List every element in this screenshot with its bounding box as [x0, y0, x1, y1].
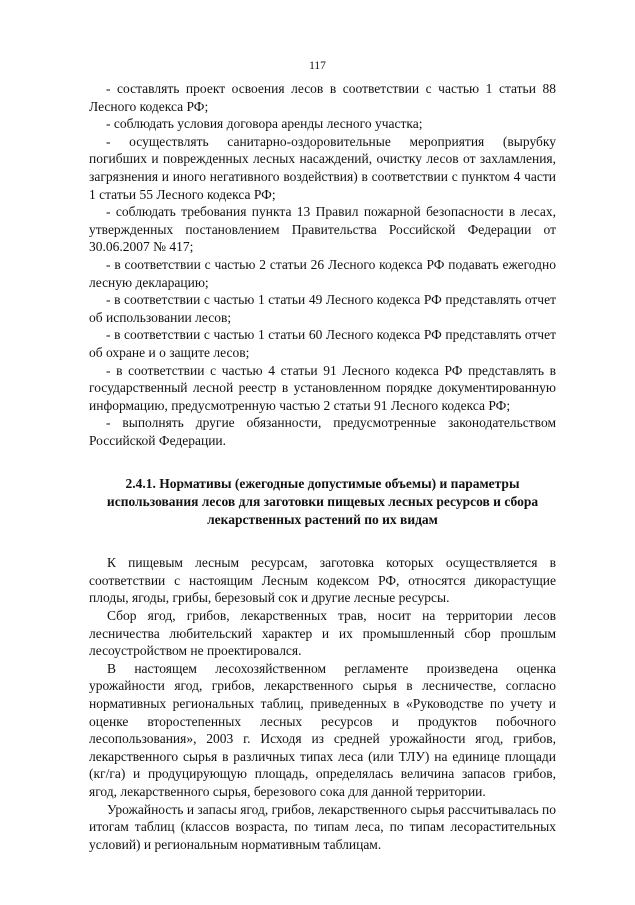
paragraph: Урожайность и запасы ягод, грибов, лекарственного сырья рассчитывалась по итогам таблиц (классов возраста, по типам леса, по типам лесорастительных условий) и региональным нормативным таблицам. [89, 801, 556, 852]
list-item: - в соответствии с частью 1 статьи 60 Лесного кодекса РФ представлять отчет об охране и о защите лесов; [89, 327, 556, 360]
list-item: - выполнять другие обязанности, предусмотренные законодательством Российской Федерации. [89, 415, 556, 448]
list-item: - в соответствии с частью 2 статьи 26 Лесного кодекса РФ подавать ежегодно лесную декларацию; [89, 256, 556, 290]
section-heading: 2.4.1. Нормативы (ежегодные допустимые объемы) и параметры использования лесов для заготовки пищевых лесных ресурсов и сбора лекарственных растений по их видам [106, 476, 539, 527]
obligations-list [89, 80, 556, 449]
list-item: - осуществлять санитарно-оздоровительные мероприятия (вырубку погибших и поврежденных лесных насаждений, очистку лесов от захламления, загрязнения и иного негативного воздействия) в соответствии с пунктом 4 части 1 статьи 55 Лесного кодекса РФ; [89, 133, 556, 202]
document-body [89, 80, 556, 853]
paragraph: В настоящем лесохозяйственном регламенте произведена оценка урожайности ягод, грибов, лекарственного сырья в лесничестве, согласно нормативных региональных таблиц, приведенных в «Руководстве по учету и оценке второстепенных лесных ресурсов и продуктов побочного лесопользования», 2003 г. Исходя из средней урожайности ягод, грибов, лекарственного сырья в различных типах леса (или ТЛУ) на единице площади (кг/га) и продуцирующую площадь, определялась величина запасов грибов, ягод, лекарственного сырья, березового сока для данной территории. [89, 660, 556, 799]
list-item: - соблюдать требования пункта 13 Правил пожарной безопасности в лесах, утвержденных постановлением Правительства Российской Федерации от 30.06.2007 № 417; [89, 204, 556, 255]
section-text [89, 554, 556, 853]
list-item: - в соответствии с частью 4 статьи 91 Лесного кодекса РФ представлять в государственный лесной реестр в установленном порядке документированную информацию, предусмотренную частью 2 статьи 91 Лесного кодекса РФ; [89, 362, 556, 413]
page-number: 117 [309, 60, 326, 72]
list-item: - в соответствии с частью 1 статьи 49 Лесного кодекса РФ представлять отчет об использовании лесов; [89, 292, 556, 325]
list-item: - составлять проект освоения лесов в соответствии с частью 1 статьи 88 Лесного кодекса РФ; [89, 81, 556, 114]
paragraph: Сбор ягод, грибов, лекарственных трав, носит на территории лесов лесничества любительский характер и их промышленный сбор прошлым лесоустройством не проектировался. [89, 608, 556, 659]
list-item: - соблюдать условия договора аренды лесного участка; [106, 116, 423, 132]
paragraph: К пищевым лесным ресурсам, заготовка которых осуществляется в соответствии с настоящим Лесным кодексом РФ, относятся дикорастущие плоды, ягоды, грибы, березовый сок и другие лесные ресурсы. [89, 555, 556, 606]
